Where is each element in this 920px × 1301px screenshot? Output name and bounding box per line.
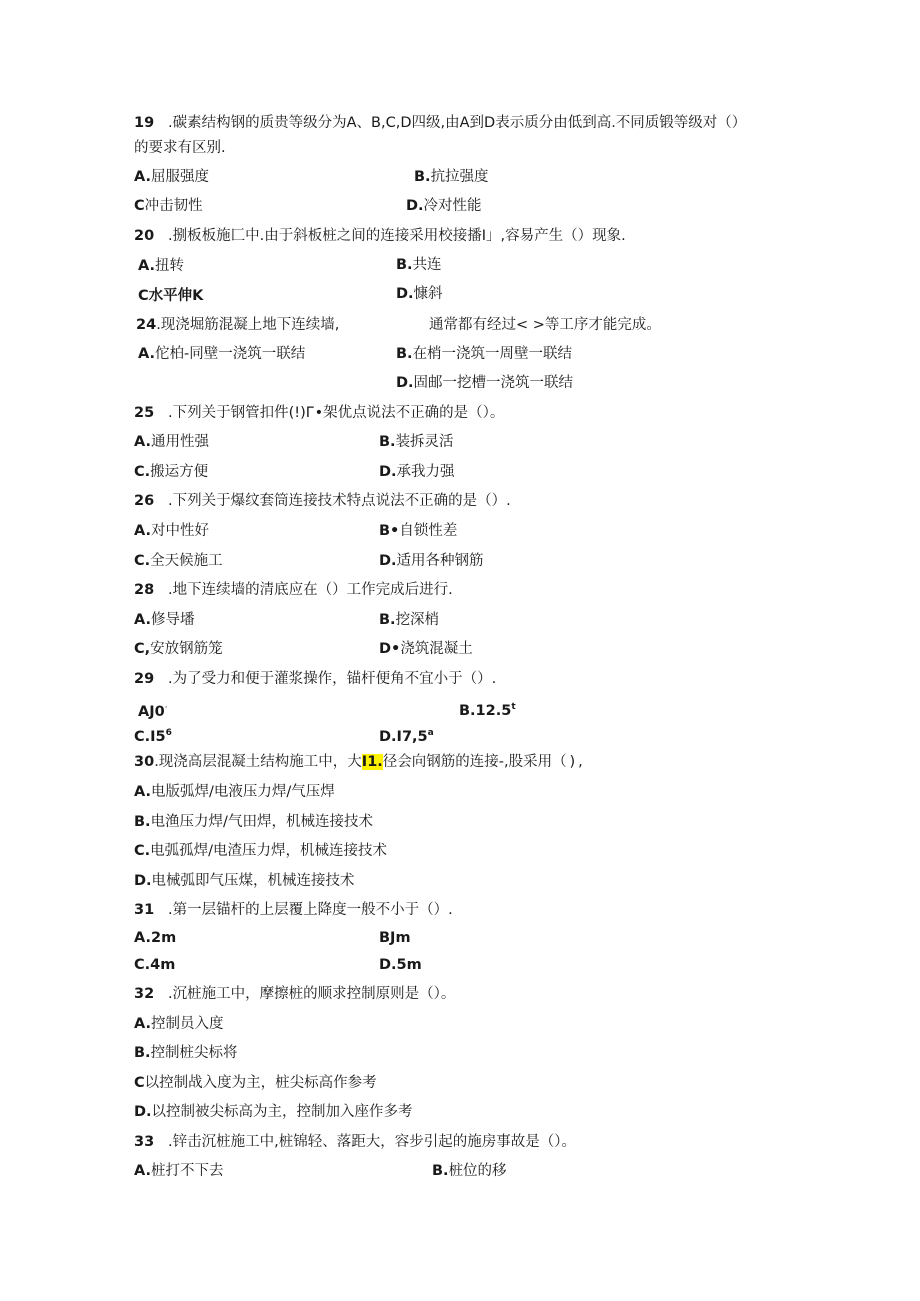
option-a: A.对中性好 — [134, 523, 209, 539]
question-33-stem — [134, 1132, 576, 1152]
option-d: D.慷斜 — [396, 286, 443, 302]
question-text: .沉桩施工中，摩擦桩的顺求控制原则是（）。 — [168, 986, 456, 1002]
question-25-stem — [134, 403, 504, 423]
option-b: B.在梢一浇筑一周壁一联结 — [396, 346, 573, 362]
option-b: B.挖深梢 — [379, 612, 440, 628]
option-a: A.电版弧焊/电液压力焊/气压焊 — [134, 784, 335, 800]
option-b: B.装拆灵活 — [379, 434, 454, 450]
question-text: .下列关于爆纹套筒连接技术特点说法不正确的是（）. — [168, 493, 511, 509]
option-c: $C.I5^6$ — [134, 728, 172, 745]
option-b: B.抗拉强度 — [414, 169, 489, 185]
option-c: C.4m — [134, 957, 176, 973]
question-number: 26 — [134, 493, 155, 509]
option-c: C以控制战入度为主，桩尖标高作参考 — [134, 1075, 377, 1091]
question-number: 31 — [134, 902, 155, 918]
question-number: 20 — [134, 228, 155, 244]
option-c: C,安放钢筋笼 — [134, 641, 223, 657]
question-text: .下列关于钢管扣件(!)Г•架优点说法不正确的是（）。 — [168, 405, 505, 421]
question-text: .锌击沉桩施工中,桩锦轻、落距大，容步引起的施房事故是（）。 — [168, 1134, 576, 1150]
question-30-stem — [134, 752, 583, 772]
question-number: 32 — [134, 986, 155, 1002]
option-d: D.电械弧即气压煤，机械连接技术 — [134, 873, 355, 889]
option-a: A.通用性强 — [134, 434, 209, 450]
question-32-stem — [134, 984, 455, 1004]
option-a: A.修导墦 — [134, 612, 195, 628]
option-b: B.桩位的移 — [432, 1163, 507, 1179]
question-text-cont: 径会向钢筋的连接-,股采用（ ) , — [382, 754, 583, 770]
question-26-stem — [134, 491, 511, 511]
question-text: .捌板板施匚中.由于斜板桩之间的连接采用校接播I」,容易产生（）现象. — [168, 228, 626, 244]
question-19-stem-cont: 的要求有区别. — [134, 140, 226, 156]
option-a: A.控制员入度 — [134, 1016, 224, 1032]
question-text: .第一层锚杆的上层覆上降度一般不小于（）. — [168, 902, 453, 918]
question-number: 30 — [134, 754, 155, 770]
option-b: B.共连 — [396, 257, 442, 273]
option-d: D.I7,5$^a$ — [379, 728, 434, 745]
option-d: D.以控制被尖标高为主，控制加入座作多考 — [134, 1104, 413, 1120]
option-d: D.5m — [379, 957, 422, 973]
option-c: C.全天候施工 — [134, 553, 223, 569]
option-a: A.扭转 — [138, 258, 184, 274]
option-a: AJ0· — [138, 703, 168, 720]
question-number: 24 — [136, 317, 157, 333]
question-number: 25 — [134, 405, 155, 421]
question-text: .为了受力和便于灌浆操作，锚杆便角不宜小于（）. — [168, 671, 497, 687]
option-a: A.桩打不下去 — [134, 1163, 224, 1179]
question-number: 33 — [134, 1134, 155, 1150]
option-c: C冲击韧性 — [134, 198, 203, 214]
question-text: .碳素结构钢的质贵等级分为A、B,C,D四级,由A到D表示质分由低到高.不同质锻等级对（） — [168, 115, 747, 131]
option-d: D.适用各种钢筋 — [379, 553, 484, 569]
option-b: B.电渔压力焊/气田焊，机械连接技术 — [134, 814, 373, 830]
option-c: C.电弧孤焊/电渣压力焊，机械连接技术 — [134, 843, 388, 859]
question-19-stem — [134, 113, 746, 133]
question-number: 29 — [134, 671, 155, 687]
option-a: A.佗柏-同壁一浇筑一联结 — [138, 346, 306, 362]
question-24-stem-right: 通常都有经过< >等工序才能完成。 — [429, 317, 661, 333]
option-b: B.12.5$^t$ — [459, 702, 516, 719]
option-b: BJm — [379, 930, 411, 946]
option-a: A.2m — [134, 930, 177, 946]
option-d: D.冷对性能 — [406, 198, 482, 214]
question-29-stem — [134, 669, 496, 689]
option-d: D.固邮一挖槽一浇筑一联结 — [396, 375, 574, 391]
question-24-stem — [136, 315, 339, 335]
question-20-stem — [134, 226, 626, 246]
option-d: D•浇筑混凝土 — [379, 641, 473, 657]
question-number: 19 — [134, 115, 155, 131]
question-text: .现浇堀筋混凝上地下连续墙, — [156, 317, 340, 333]
option-c: C水平伸K — [138, 288, 204, 304]
option-b: B•自锁性差 — [379, 523, 458, 539]
option-c: C.搬运方便 — [134, 464, 209, 480]
question-number: 28 — [134, 582, 155, 598]
option-a: A.屈服强度 — [134, 169, 209, 185]
option-d: D.承我力强 — [379, 464, 455, 480]
question-text: .地下连续墙的清底应在（）工作完成后进行. — [168, 582, 453, 598]
question-28-stem — [134, 580, 453, 600]
question-31-stem — [134, 900, 453, 920]
question-text: .现浇高层混凝土结构施工中，大 — [154, 754, 362, 770]
option-b: B.控制桩尖标将 — [134, 1045, 238, 1061]
highlight-mark: I1. — [361, 754, 383, 770]
